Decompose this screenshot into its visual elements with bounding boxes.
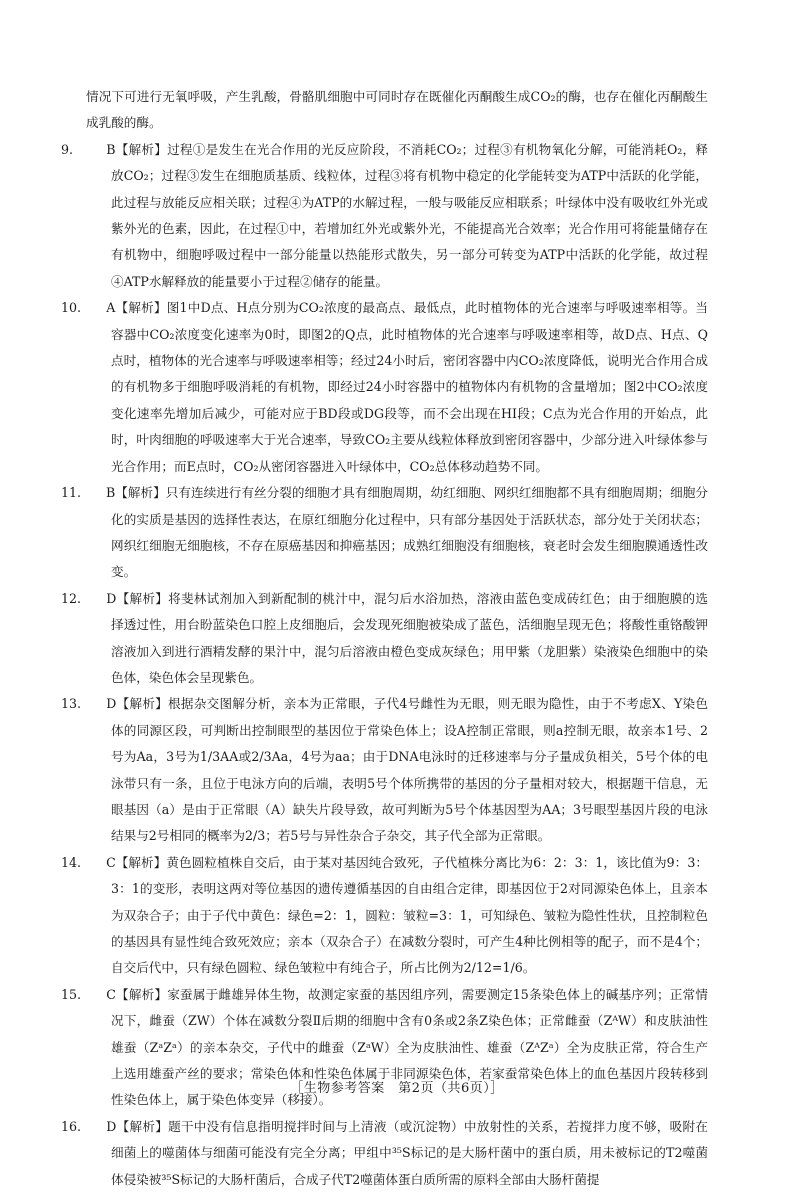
answer-item — [61, 295, 708, 480]
answer-text: C【解析】黄色圆粒植株自交后，由于某对基因纯合致死，子代植株分离比为6：2：3：1，该比值为9：3：3：1的变形，表明这两对等位基因的遗传遵循基因的自由组合定律，即基因位于2对同源染色体上，且亲本为双杂合子；由于子代中黄色：绿色=2：1，圆粒：皱粒=3：1，可知绿色、皱粒为隐性性状，且控制粒色的基因具有显性纯合致死效应；亲本（双杂合子）在减数分裂时，可产生4种比例相等的配子，而不是4个；自交后代中，只有绿色圆粒、绿色皱粒中有纯合子，所占比例为2/12=1/6。 — [106, 854, 708, 976]
page-footer: ［生物参考答案 第2页（共6页）］ — [290, 1081, 504, 1096]
answer-item — [61, 137, 708, 295]
answer-item — [61, 586, 708, 692]
answer-number: 14. — [61, 854, 82, 870]
answer-item — [61, 1114, 708, 1193]
answer-text: B【解析】只有连续进行有丝分裂的细胞才具有细胞周期，幼红细胞、网织红细胞都不具有细胞周期；细胞分化的实质是基因的选择性表达，在原红细胞分化过程中，只有部分基因处于活跃状态，部分处于关闭状态；网织红细胞无细胞核，不存在原癌基因和抑癌基因；成熟红细胞没有细胞核，衰老时会发生细胞膜通透性改变。 — [106, 485, 708, 580]
answer-item — [61, 691, 708, 849]
answer-number: 11. — [61, 485, 82, 501]
answer-number: 9. — [61, 141, 74, 157]
continuation-paragraph: 情况下可进行无氧呼吸，产生乳酸，骨骼肌细胞中可同时存在既催化丙酮酸生成CO₂的酶，也存在催化丙酮酸生成乳酸的酶。 — [86, 89, 708, 131]
answers-list — [61, 137, 708, 1193]
answer-item — [61, 850, 708, 982]
answer-text: D【解析】将斐林试剂加入到新配制的桃汁中，混匀后水浴加热，溶液由蓝色变成砖红色；由于细胞膜的选择透过性，用台盼蓝染色口腔上皮细胞后，会发现死细胞被染成了蓝色，活细胞呈现无色；将酸性重铬酸钾溶液加入到进行酒精发酵的果汁中，混匀后溶液由橙色变成灰绿色；用甲紫（龙胆紫）染液染色细胞中的染色体，染色体会呈现紫色。 — [106, 590, 708, 685]
answer-number: 16. — [61, 1118, 82, 1134]
answer-number: 12. — [61, 590, 82, 606]
answer-text: A【解析】图1中D点、H点分别为CO₂浓度的最高点、最低点，此时植物体的光合速率与呼吸速率相等。当容器中CO₂浓度变化速率为0时，即图2的Q点，此时植物体的光合速率与呼吸速率相等，故D点、H点、Q点时，植物体的光合速率与呼吸速率相等；经过24小时后，密闭容器中内CO₂浓度降低，说明光合作用合成的有机物多于细胞呼吸消耗的有机物，即经过24小时容器中的植物体内有机物的含量增加；图2中CO₂浓度变化速率先增加后减少，可能对应于BD段或DG段等，而不会出现在HI段；C点为光合作用的开始点，此时，叶肉细胞的呼吸速率大于光合速率，导致CO₂主要从线粒体释放到密闭容器中，少部分进入叶绿体参与光合作用；而E点时，CO₂从密闭容器进入叶绿体中，CO₂总体移动趋势不同。 — [106, 300, 708, 474]
answer-text: B【解析】过程①是发生在光合作用的光反应阶段，不消耗CO₂；过程③有机物氧化分解，可能消耗O₂，释放CO₂；过程③发生在细胞质基质、线粒体，过程③将有机物中稳定的化学能转变为ATP中活跃的化学能，此过程与放能反应相关联；过程④为ATP的水解过程，一般与吸能反应相联系；叶绿体中没有吸收红外光或紫外光的色素，因此，在过程①中，若增加红外光或紫外光，不能提高光合效率；光合作用可将能量储存在有机物中，细胞呼吸过程中一部分能量以热能形式散失，另一部分可转变为ATP中活跃的化学能，故过程④ATP水解释放的能量要小于过程②储存的能量。 — [106, 141, 708, 289]
answer-number: 15. — [61, 986, 82, 1002]
answer-text: C【解析】家蚕属于雌雄异体生物，故测定家蚕的基因组序列，需要测定15条染色体上的碱基序列；正常情况下，雌蚕（ZW）个体在减数分裂Ⅱ后期的细胞中含有0条或2条Z染色体；正常雌蚕（ZᴬW）和皮肤油性雄蚕（ZᵃZᵃ）的亲本杂交，子代中的雌蚕（ZᵃW）全为皮肤油性、雄蚕（ZᴬZᵃ）全为皮肤正常，符合生产上选用雄蚕产丝的要求；常染色体和性染色体属于非同源染色体，若家蚕常染色体上的血色基因片段转移到性染色体上，属于染色体变异（移接）。 — [106, 986, 708, 1108]
answer-text: D【解析】根据杂交图解分析，亲本为正常眼，子代4号雌性为无眼，则无眼为隐性，由于不考虑X、Y染色体的同源区段，可判断出控制眼型的基因位于常染色体上；设A控制正常眼，则a控制无眼，故亲本1号、2号为Aa，3号为1/3AA或2/3Aa，4号为aa；由于DNA电泳时的迁移速率与分子量成负相关，5号个体的电泳带只有一条，且位于电泳方向的后端，表明5号个体所携带的基因的分子量相对较大，根据题干信息，无眼基因（a）是由于正常眼（A）缺失片段导致，故可判断为5号个体基因型为AA；3号眼型基因片段的电泳结果与2号相同的概率为2/3；若5号与异性杂合子杂交，其子代全部为正常眼。 — [106, 696, 708, 844]
answer-item — [61, 480, 708, 586]
answer-text: D【解析】题干中没有信息指明搅拌时间与上清液（或沉淀物）中放射性的关系，若搅拌力度不够，吸附在细菌上的噬菌体与细菌可能没有完全分离；甲组中³⁵S标记的是大肠杆菌中的蛋白质，用未被标记的T2噬菌体侵染被³⁵S标记的大肠杆菌后，合成子代T2噬菌体蛋白质所需的原料全部由大肠杆菌提 — [106, 1118, 708, 1187]
answer-number: 13. — [61, 696, 82, 712]
answer-number: 10. — [61, 300, 82, 316]
